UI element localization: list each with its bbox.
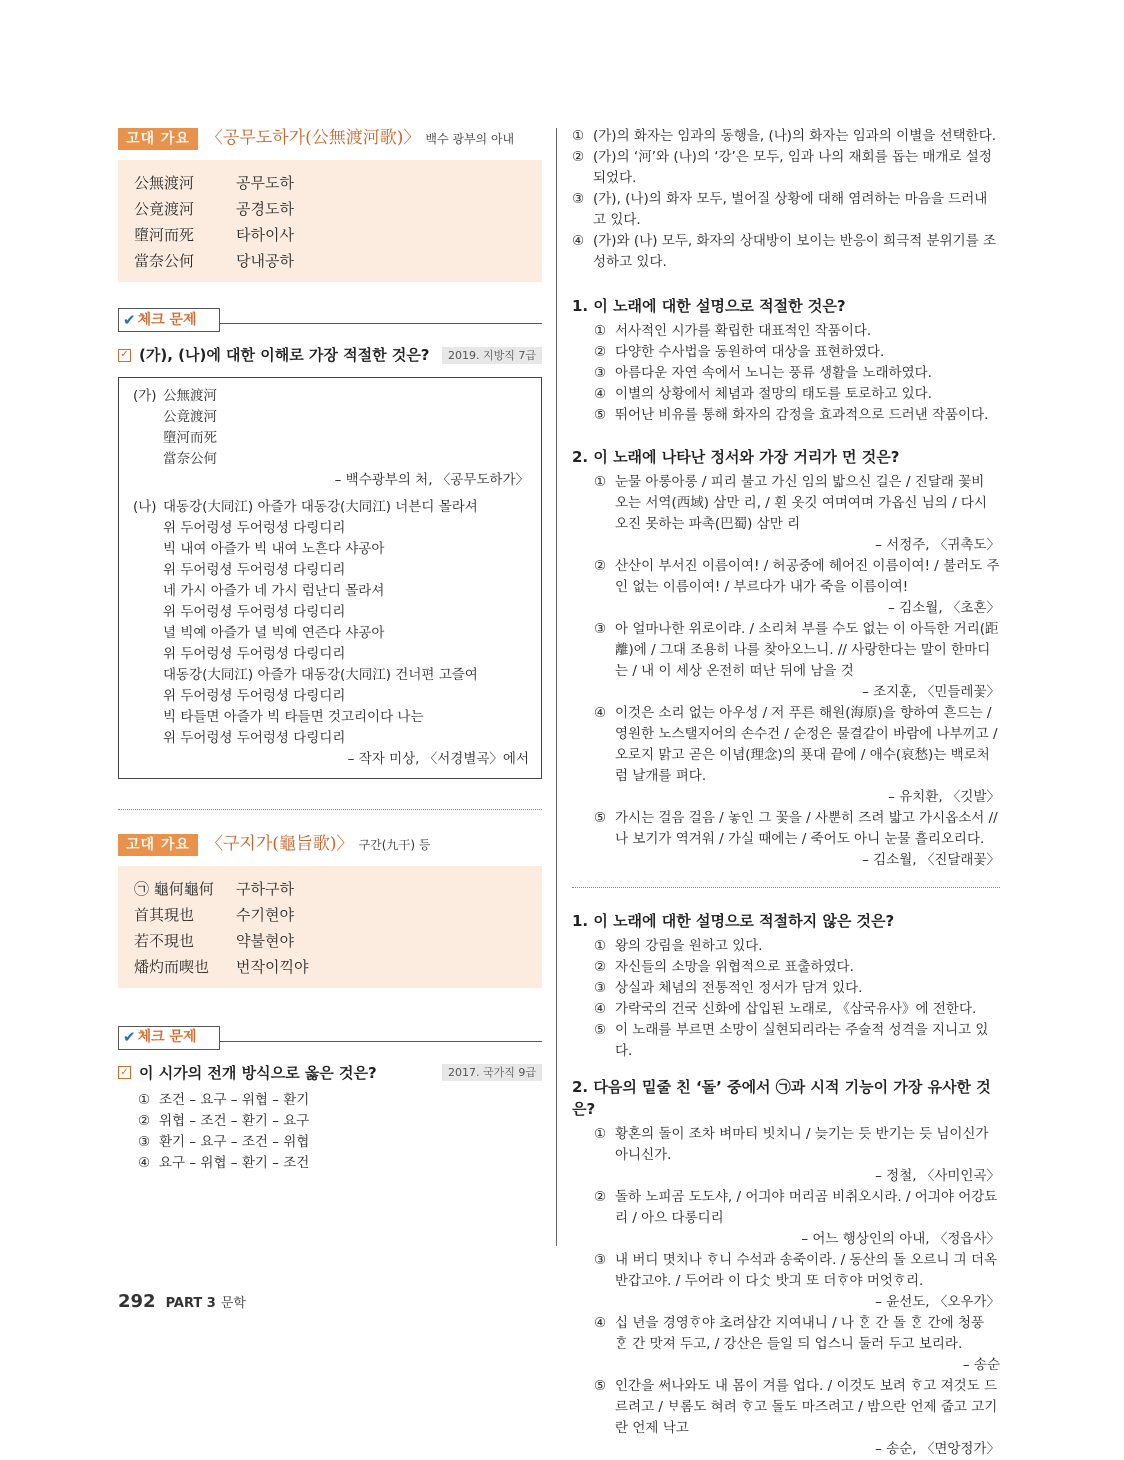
options-list [572,472,1000,871]
divider [220,1041,542,1042]
option-text: 서사적인 시가를 확립한 대표적인 작품이다. [615,323,872,339]
question-row [118,344,542,367]
page-number: 292 [118,1291,156,1312]
left-column [118,126,542,1174]
hanja-line: 公竟渡河 [134,200,195,218]
option-number: ④ [594,386,607,402]
option-number: ① [594,1126,607,1142]
passage-line: 위 두어렁셩 두어렁셩 다링디리 [163,729,346,746]
option-text: (가)와 (나) 모두, 화자의 상대방이 보이는 반응이 희극적 분위기를 조성하고 있다. [593,233,997,270]
option-item[interactable] [572,703,1000,808]
passage-label: (가) [133,387,157,404]
option-item[interactable] [572,619,1000,703]
passage-line: 墮河而死 [163,429,217,446]
option-item[interactable] [572,957,1000,978]
option-number: ① [594,938,607,954]
option-text: 위협 – 조건 – 환기 – 요구 [159,1113,310,1129]
option-number: ③ [594,980,607,996]
option-number: ③ [138,1134,151,1150]
option-number: ④ [594,705,607,721]
option-credit: – 송순, 〈면앙정가〉 [875,1441,1000,1457]
option-text: 아름다운 자연 속에서 노니는 풍류 생활을 노래하였다. [615,365,932,381]
passage-line: 위 두어렁셩 두어렁셩 다링디리 [163,561,346,578]
check-problem-tab [118,1026,220,1050]
option-number: ② [138,1113,151,1129]
passage-ga [133,386,529,470]
checkbox-icon[interactable]: ✓ [118,1066,131,1079]
hanja-line: ㉠ 龜何龜何 [134,879,214,898]
option-text: 눈물 아롱아롱 / 피리 불고 가신 임의 밟으신 길은 / 진달래 꽃비 오는 서역(西域) 삼만 리, / 흰 옷깃 여며여며 가옵신 님의 / 다시 오진 못하는 파촉(巴蜀) 삼만 리 [615,474,987,532]
option-number: ① [572,128,585,144]
poem-line [134,170,526,196]
option-text: 조건 – 요구 – 위협 – 환기 [159,1092,310,1108]
option-item[interactable] [118,1111,542,1132]
option-number: ④ [594,1001,607,1017]
options-list [550,126,1000,273]
option-text: 인간을 써나와도 내 몸이 겨를 업다. / 이것도 보려 ᄒᆞ고 져것도 드르려고 / ᄇᆞ롬도 혀려 ᄒᆞ고 돌도 마즈려고 / 밤으란 언제 줍고 고기란 언제 낙고 [615,1378,998,1436]
exam-source-badge: 2017. 국가직 9급 [442,1064,542,1081]
passage-credit: – 작자 미상, 〈서경별곡〉에서 [347,750,529,767]
work-author: 구간(九干) 등 [358,837,431,852]
option-text: 상실과 체념의 전통적인 정서가 담겨 있다. [615,980,863,996]
option-item[interactable] [572,1020,1000,1062]
option-number: ② [594,344,607,360]
option-item[interactable] [572,1250,1000,1313]
option-item[interactable] [572,405,1000,426]
hangul-line: 수기현야 [236,905,294,924]
part-label: PART 3 [165,1296,216,1311]
check-problem-label: 체크 문제 [137,311,197,328]
option-item[interactable] [572,363,1000,384]
hanja-line: 墮河而死 [134,226,195,244]
option-item[interactable] [550,189,1000,231]
option-item[interactable] [550,147,1000,189]
hangul-line: 당내공하 [236,252,294,270]
page-footer [118,1288,246,1315]
option-number: ③ [594,365,607,381]
option-number: ⑤ [594,810,607,826]
option-text: 왕의 강림을 원하고 있다. [615,938,763,954]
options-list [572,1124,1000,1460]
poem-line [134,954,526,980]
option-text: 뛰어난 비유를 통해 화자의 감정을 효과적으로 드러낸 작품이다. [615,407,989,423]
option-item[interactable] [118,1090,542,1111]
option-item[interactable] [572,472,1000,556]
check-problem-header [118,1026,542,1052]
option-credit: – 서정주, 〈귀촉도〉 [875,537,1000,553]
checkmark-icon: ✔ [123,310,136,329]
option-item[interactable] [572,342,1000,363]
hangul-line: 약불현야 [236,931,294,950]
option-text: 황혼의 돌이 조차 벼마티 빗치니 / 늦기는 듯 반기는 듯 님이신가 아니신가. [615,1126,989,1163]
option-text: 가락국의 건국 신화에 삽입된 노래로, 《삼국유사》에 전한다. [615,1001,977,1017]
option-text: 이것은 소리 없는 아우성 / 저 푸른 해원(海原)을 향하여 흔드는 / 영원한 노스탤지어의 손수건 / 순정은 물결같이 바람에 나부끼고 / 오로지 맑고 곧은 이념(理念)의 푯대 끝에 / 애수(哀愁)는 백로처럼 날개를 펴다. [615,705,998,784]
poem-line [134,196,526,222]
passage-label: (나) [133,498,157,515]
passage-line: 위 두어렁셩 두어렁셩 다링디리 [163,603,346,620]
question-text: 이 시가의 전개 방식으로 옳은 것은? [139,1063,377,1082]
passage-line: 公竟渡河 [163,408,217,425]
option-text: (가), (나)의 화자 모두, 벌어질 상황에 대해 염려하는 마음을 드러내고 있다. [593,191,988,228]
check-problem-label: 체크 문제 [137,1029,197,1045]
question-heading: 1. 이 노래에 대한 설명으로 적절하지 않은 것은? [572,912,895,930]
option-text: 요구 – 위협 – 환기 – 조건 [159,1155,310,1171]
option-item[interactable] [550,231,1000,273]
option-number: ④ [594,1315,607,1331]
passage-line: 녈 빅예 아즐가 녈 빅예 연즌다 샤공아 [163,624,385,641]
hanja-line: 若不現也 [134,931,195,950]
option-item[interactable] [572,321,1000,342]
question-heading: 2. 이 노래에 나타난 정서와 가장 거리가 먼 것은? [572,448,900,466]
option-text: 이 노래를 부르면 소망이 실현되리라는 주술적 성격을 지니고 있다. [615,1022,989,1059]
passage-credit: – 백수광부의 처, 〈공무도하가〉 [334,471,529,488]
poem-box [118,866,542,988]
passage-line: 위 두어렁셩 두어렁셩 다링디리 [163,645,346,662]
options-list [572,936,1000,1062]
right-column [572,126,1000,1460]
option-number: ② [572,149,585,165]
checkmark-icon: ✔ [123,1028,136,1047]
passage-line: 빅 타들면 아즐가 빅 타들면 것고리이다 나는 [163,708,424,725]
hangul-line: 공무도하 [236,174,294,192]
option-item[interactable] [572,1313,1000,1376]
poem-line [134,876,526,902]
column-divider [556,128,557,1246]
option-item[interactable] [572,936,1000,957]
passage-na [133,497,529,749]
option-text: 아 얼마나한 위로이랴. / 소리쳐 부를 수도 없는 이 아득한 거리(距離)에 / 그대 조용히 나를 찾아오느니. // 사랑한다는 말이 한마디는 / 내 이 세상 온전히 떠난 뒤에 남을 것 [615,621,999,679]
option-text: 십 년을 경영ᄒᆞ야 초려삼간 지여내니 / 나 ᄒᆞᆫ 간 돌 ᄒᆞᆫ 간에 청풍 ᄒᆞᆫ 간 맛져 두고, / 강산은 들일 듸 업스니 둘러 두고 보리라. [615,1315,985,1352]
passage-line: 빅 내여 아즐가 빅 내여 노흔다 샤공아 [163,540,385,557]
poem-line [134,248,526,274]
option-item[interactable] [572,999,1000,1020]
option-item[interactable] [572,556,1000,619]
option-text: 이별의 상황에서 체념과 절망의 태도를 토로하고 있다. [615,386,932,402]
option-item[interactable] [118,1132,542,1153]
passage-box [118,377,542,779]
question-heading: 2. 다음의 밑줄 친 ‘돌’ 중에서 ㉠과 시적 기능이 가장 유사한 것은? [572,1078,991,1118]
question-heading: 1. 이 노래에 대한 설명으로 적절한 것은? [572,297,846,315]
option-text: 다양한 수사법을 동원하여 대상을 표현하였다. [615,344,885,360]
hanja-line: 燔灼而喫也 [134,957,210,976]
option-number: ② [594,1189,607,1205]
option-number: ① [594,474,607,490]
checkbox-icon[interactable]: ✓ [118,349,131,362]
divider [220,323,542,324]
option-number: ③ [594,1252,607,1268]
section-header [118,126,542,152]
option-number: ③ [572,191,585,207]
option-number: ⑤ [594,1022,607,1038]
option-credit: – 유치환, 〈깃발〉 [888,789,1000,805]
passage-line: 대동강(大同江) 아즐가 대동강(大同江) 건너편 고즐여 [163,666,478,683]
genre-tag: 고대 가요 [118,834,198,856]
option-item[interactable] [550,126,1000,147]
part-subject: 문학 [220,1296,246,1311]
option-number: ⑤ [594,1378,607,1394]
work-author: 백수 광부의 아내 [425,132,515,146]
option-text: (가)의 화자는 임과의 동행을, (나)의 화자는 임과의 이별을 선택한다. [593,128,997,144]
option-text: 내 버디 몃치나 ᄒᆞ니 수석과 송죽이라. / 동산의 돌 오르니 긔 더옥 반갑고야. / 두어라 이 다ᄉᆞᆺ 밧긔 또 더ᄒᆞ야 머엇ᄒᆞ리. [615,1252,998,1289]
option-item[interactable] [572,1187,1000,1250]
option-text: 산산이 부서진 이름이여! / 허공중에 헤어진 이름이여! / 불러도 주인 없는 이름이여! / 부르다가 내가 죽을 이름이여! [615,558,1000,595]
option-number: ② [594,558,607,574]
hangul-line: 공경도하 [236,200,294,218]
passage-line: 當奈公何 [163,450,217,467]
exam-source-badge: 2019. 지방직 7급 [442,347,542,364]
option-text: (가)의 ‘河’와 (나)의 ‘강’은 모두, 임과 나의 재회를 돕는 매개로 설정되었다. [593,149,992,186]
passage-line: 위 두어렁셩 두어렁셩 다링디리 [163,687,346,704]
hanja-line: 當奈公何 [134,252,195,270]
hanja-line: 首其現也 [134,905,195,924]
options-list [572,321,1000,426]
poem-line [134,928,526,954]
option-credit: – 김소월, 〈진달래꽃〉 [862,852,1000,868]
passage-line: 公無渡河 [163,387,217,404]
hangul-line: 번작이끽야 [236,957,309,976]
question-text: (가), (나)에 대한 이해로 가장 적절한 것은? [139,346,430,364]
option-text: 가시는 걸음 걸음 / 놓인 그 꽃을 / 사뿐히 즈려 밟고 가시옵소서 // 나 보기가 역겨워 / 가실 때에는 / 죽어도 아니 눈물 흘리오리다. [615,810,998,847]
section-header [118,832,542,858]
option-item[interactable] [572,978,1000,999]
passage-line: 위 두어렁셩 두어렁셩 다링디리 [163,519,346,536]
hangul-line: 구하구하 [236,879,294,898]
options-list [118,1090,542,1174]
option-number: ③ [594,621,607,637]
option-number: ⑤ [594,407,607,423]
option-credit: – 김소월, 〈초혼〉 [888,600,1000,616]
hangul-line: 타하이사 [236,226,294,244]
genre-tag: 고대 가요 [118,128,198,150]
option-credit: – 조지훈, 〈민들레꽃〉 [862,684,1000,700]
option-text: 환기 – 요구 – 조건 – 위협 [159,1134,310,1150]
hanja-line: 公無渡河 [134,174,195,192]
option-number: ① [138,1092,151,1108]
option-credit: – 정철, 〈사미인곡〉 [875,1168,1000,1184]
check-problem-tab [118,308,220,332]
option-number: ① [594,323,607,339]
work-title: 〈공무도하가(公無渡河歌)〉 [205,128,421,149]
passage-line: 네 가시 아즐가 네 가시 럼난디 몰라셔 [163,582,385,599]
option-item[interactable] [572,808,1000,871]
option-item[interactable] [572,1376,1000,1460]
option-number: ④ [138,1155,151,1171]
option-credit: – 윤선도, 〈오우가〉 [875,1294,1000,1310]
work-title: 〈구지가(龜旨歌)〉 [205,833,354,854]
option-credit: – 어느 행상인의 아내, 〈정읍사〉 [801,1231,1000,1247]
dotted-divider [118,809,542,810]
poem-line [134,902,526,928]
option-text: 자신들의 소망을 위협적으로 표출하였다. [615,959,854,975]
option-text: 돌하 노피곰 도도샤, / 어긔야 머리곰 비취오시라. / 어긔야 어강됴리 / 아으 다롱디리 [615,1189,998,1226]
option-credit: – 송순 [962,1357,1000,1373]
poem-box [118,160,542,282]
option-item[interactable] [572,1124,1000,1187]
check-problem-header [118,308,542,334]
dotted-divider [572,887,1000,888]
poem-line [134,222,526,248]
option-item[interactable] [572,384,1000,405]
option-item[interactable] [118,1153,542,1174]
option-number: ② [594,959,607,975]
question-row [118,1062,542,1085]
passage-line: 대동강(大同江) 아즐가 대동강(大同江) 너븐디 몰라셔 [163,498,478,515]
option-number: ④ [572,233,585,249]
